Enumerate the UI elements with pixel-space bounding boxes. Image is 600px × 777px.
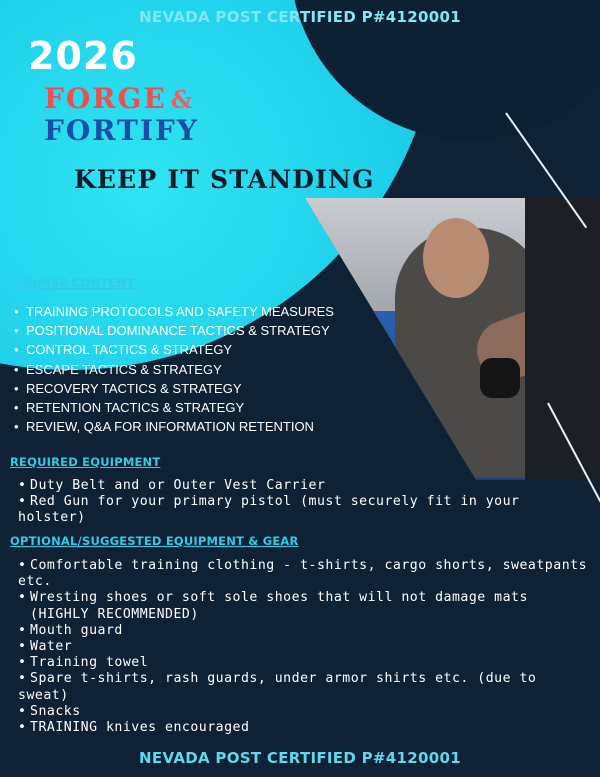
title-fortify: FORTIFY xyxy=(44,114,199,147)
required-equipment-heading: REQUIRED EQUIPMENT xyxy=(10,455,161,469)
list-item: • RETENTION TACTICS & STRATEGY xyxy=(14,400,245,416)
optional-equipment-heading: OPTIONAL/SUGGESTED EQUIPMENT & GEAR xyxy=(10,534,299,548)
list-item: • Mouth guard xyxy=(18,622,123,638)
course-content-list xyxy=(14,302,344,436)
optional-equipment-list xyxy=(18,558,590,736)
list-item: • CONTROL TACTICS & STRATEGY xyxy=(14,342,233,358)
list-item: • TRAINING knives encouraged xyxy=(18,720,250,736)
list-item: • ESCAPE TACTICS & STRATEGY xyxy=(14,361,222,377)
training-photo xyxy=(305,198,600,480)
footer-certification: NEVADA POST CERTIFIED P#4120001 xyxy=(139,749,461,767)
list-item: • REVIEW, Q&A FOR INFORMATION RETENTION xyxy=(14,419,314,435)
list-item: • TRAINING PROTOCOLS AND SAFETY MEASURES xyxy=(14,304,334,319)
list-item: • Wresting shoes or soft sole shoes that will not damage mats (HIGHLY RECOMMENDED) xyxy=(18,590,528,622)
list-item: • Red Gun for your primary pistol (must securely fit in your holster) xyxy=(18,494,520,526)
list-item: • RECOVERY TACTICS & STRATEGY xyxy=(14,380,242,396)
list-item: • POSITIONAL DOMINANCE TACTICS & STRATEGY xyxy=(14,323,330,339)
title-forge: FORGE & xyxy=(44,82,195,115)
header-certification: NEVADA POST CERTIFIED P#4120001 xyxy=(139,8,461,26)
tagline: KEEP IT STANDING xyxy=(74,165,375,194)
list-item: • Spare t-shirts, rash guards, under armor shirts etc. (due to sweat) xyxy=(18,671,537,703)
title-year: 2026 xyxy=(28,34,138,78)
list-item: • Duty Belt and or Outer Vest Carrier xyxy=(18,478,326,493)
required-equipment-list xyxy=(18,478,588,527)
list-item: • Comfortable training clothing - t-shirts, cargo shorts, sweatpants etc. xyxy=(18,558,588,590)
list-item: • Snacks xyxy=(18,703,81,719)
title-ampersand: & xyxy=(170,85,195,114)
course-content-heading: COURSE CONTENT xyxy=(14,276,135,290)
list-item: • Water xyxy=(18,639,73,655)
list-item: • Training towel xyxy=(18,655,149,671)
